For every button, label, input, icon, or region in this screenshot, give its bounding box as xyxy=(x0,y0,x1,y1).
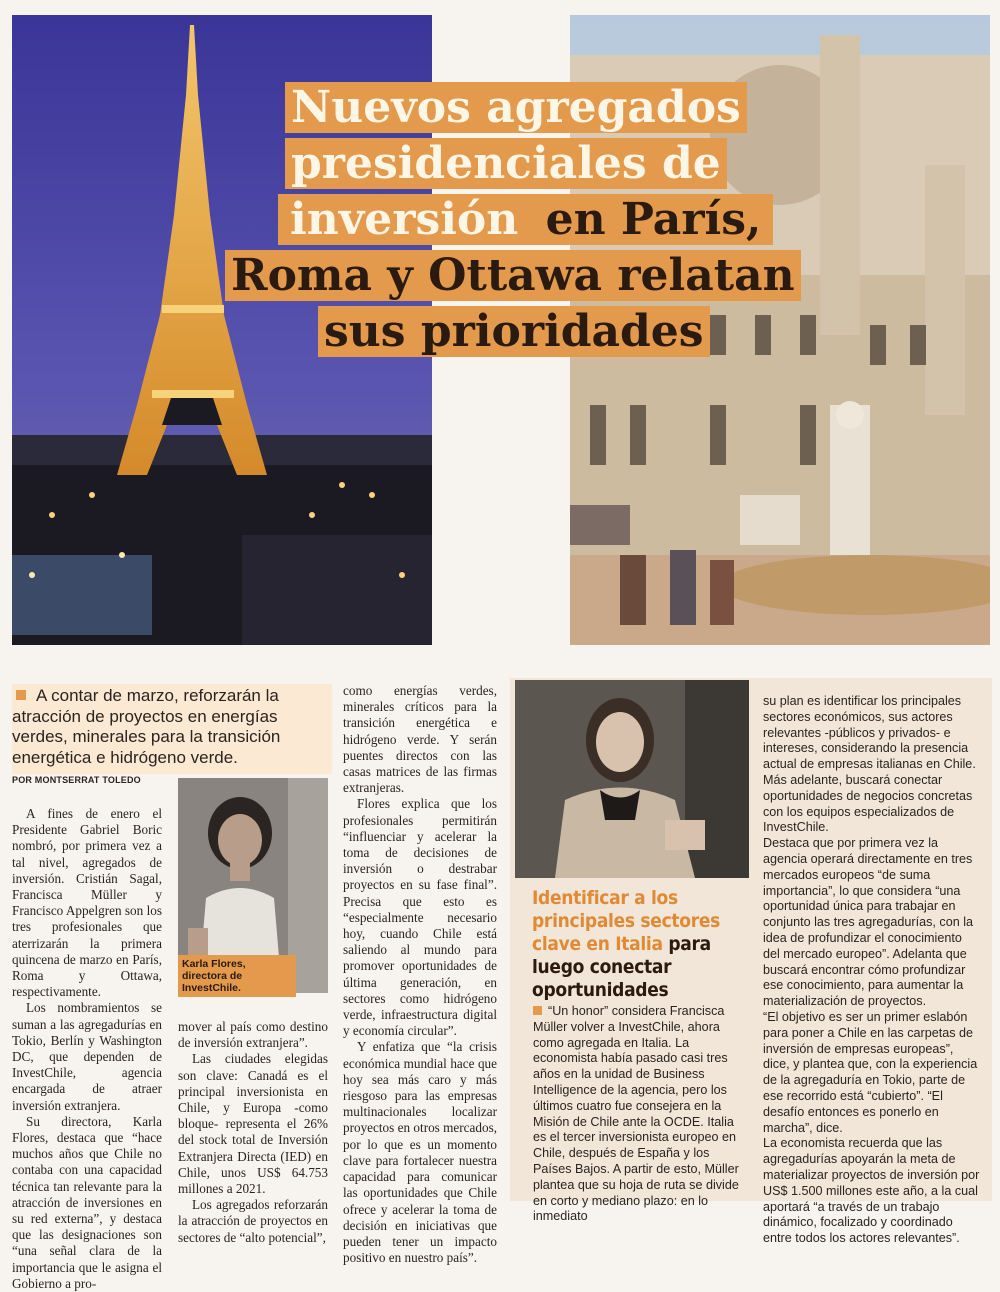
article-column-1 xyxy=(12,806,162,1292)
paragraph: Los agregados reforzarán la atracción de proyectos en sectores de “alto potencial”, xyxy=(178,1197,328,1245)
square-bullet-icon xyxy=(533,1006,542,1015)
paragraph: La economista recuerda que las agregadurías apoyarán la meta de materializar proyectos de inversión por US$ 1.500 millones este año, a la cual aportará “a través de un trabajo dinámico, focalizado y coordinado entre todos los actores relevantes”. xyxy=(763,1136,980,1246)
sidebar-title-highlight: Identificar a los principales sectores clave en Italia xyxy=(532,887,721,955)
paragraph xyxy=(533,1004,748,1225)
sidebar-title-rest: para luego conectar oportunidades xyxy=(532,933,711,1001)
article-column-3 xyxy=(343,683,497,1266)
paragraph: su plan es identificar los principales sectores económicos, sus actores relevantes -públicos y privados- e intereses, considerando la presencia actual de empresas italianas en Chile. Más adelante, buscará conectar oportunidades de negocios concretas con los equipos especializados de InvestChile. xyxy=(763,694,976,835)
karla-photo-caption: Karla Flores, directora de InvestChile. xyxy=(178,955,296,997)
lead-text: A contar de marzo, reforzarán la atracción de proyectos en energías verdes, minerales para la transición energética e hidrógeno verde. xyxy=(12,686,281,767)
sidebar-column-right xyxy=(763,694,981,1247)
article-column-2 xyxy=(178,1019,328,1246)
square-bullet-icon xyxy=(16,690,26,700)
sidebar-column-left xyxy=(533,1004,748,1225)
paragraph: como energías verdes, minerales críticos para la transición energética e hidrógeno verde. Y serán puentes directos con las casas matrices de las firmas extranjeras. xyxy=(343,683,497,796)
headline-line-4: Roma y Ottawa relatan xyxy=(225,250,801,301)
paragraph: mover al país como destino de inversión extranjera”. xyxy=(178,1019,328,1051)
byline: POR MONTSERRAT TOLEDO xyxy=(12,775,141,785)
paragraph: Y enfatiza que “la crisis económica mundial hace que hoy sea más caro y más riesgoso para las empresas multinacionales localizar proyectos en otros mercados, por lo que es un momento clave para fortalecer nuestra capacidad para comunicar las oportunidades que Chile ofrece y acelerar la toma de decisión en iniciativas que pueden tener un impacto positivo en nuestro país”. xyxy=(343,1039,497,1266)
paragraph: Su directora, Karla Flores, destaca que “hace muchos años que Chile no contaba con una capacidad técnica tan relevante para la atracción de inversiones en su red externa”, y destaca que las designaciones son “una señal clara de la importancia que le asigna el Gobierno a pro- xyxy=(12,1113,162,1291)
headline-line-3a: inversión xyxy=(284,194,524,245)
paragraph: A fines de enero el Presidente Gabriel Boric nombró, por primera vez a tal nivel, agregados de inversión. Cristián Sagal, Francisca Müller y Francisco Appelgren son los tres profesionales que aterrizarán la primera quincena de marzo en París, Roma y Ottawa, respectivamente. xyxy=(12,806,162,1000)
paragraph: Las ciudades elegidas son clave: Canadá es el principal inversionista en Chile, y Europa -como bloque- representa el 26% del stock total de Inversión Extranjera Directa (IED) en Chile, unos US$ 64.753 millones a 2021. xyxy=(178,1051,328,1197)
headline-line-1: Nuevos agregados xyxy=(285,82,747,133)
paragraph: “El objetivo es ser un primer eslabón para poner a Chile en las carpetas de inversión de empresas europeas”, dice, y plantea que, con la experiencia de la agregaduría en Tokio, parte de ese recorrido está “cubierto”. “El desafío entonces es ponerlo en marcha”, dice. xyxy=(763,1009,978,1135)
sidebar-left-text: “Un honor” considera Francisca Müller volver a InvestChile, ahora como agregada en Italia. La economista había pasado casi tres años en la unidad de Business Intelligence de la agencia, pero los últimos cuatro fue consejera en la Misión de Chile ante la OCDE. Italia es el tercer inversionista europeo en Chile, después de España y los Países Bajos. A partir de esto, Müller plantea que su hoja de ruta se divide en corto y mediano plazo: en lo inmediato xyxy=(533,1004,739,1224)
paragraph: Flores explica que los profesionales permitirán “influenciar y acelerar la toma de decisiones de inversión o destrabar proyectos en su fase final”. Precisa que esto es “especialmente necesario hoy, cuando Chile está saliendo al mundo para promover oportunidades de última generación, en sectores como hidrógeno verde, infraestructura digital y economía circular”. xyxy=(343,796,497,1039)
paragraph: Destaca que por primera vez la agencia operará directamente en tres mercados europeos “de suma importancia”, lo que considera “una oportunidad única para trabajar en conjunto las tres agregadurías, con la idea de profundizar el conocimiento del mercado europeo”. Adelanta que buscará encontrar cómo profundizar ese conocimiento, para aumentar la materialización de proyectos. xyxy=(763,836,974,1009)
paragraph: Los nombramientos se suman a las agregadurías en Tokio, Berlín y Washington DC, que dependen de InvestChile, agencia encargada de atraer inversión extranjera. xyxy=(12,1000,162,1113)
francisca-muller-photo xyxy=(515,680,749,878)
sidebar-title xyxy=(532,887,747,1002)
lead-summary xyxy=(12,684,332,774)
headline-line-2: presidenciales de xyxy=(285,138,727,189)
headline-line-3b: en París, xyxy=(524,194,767,245)
headline-line-5: sus prioridades xyxy=(318,306,710,357)
